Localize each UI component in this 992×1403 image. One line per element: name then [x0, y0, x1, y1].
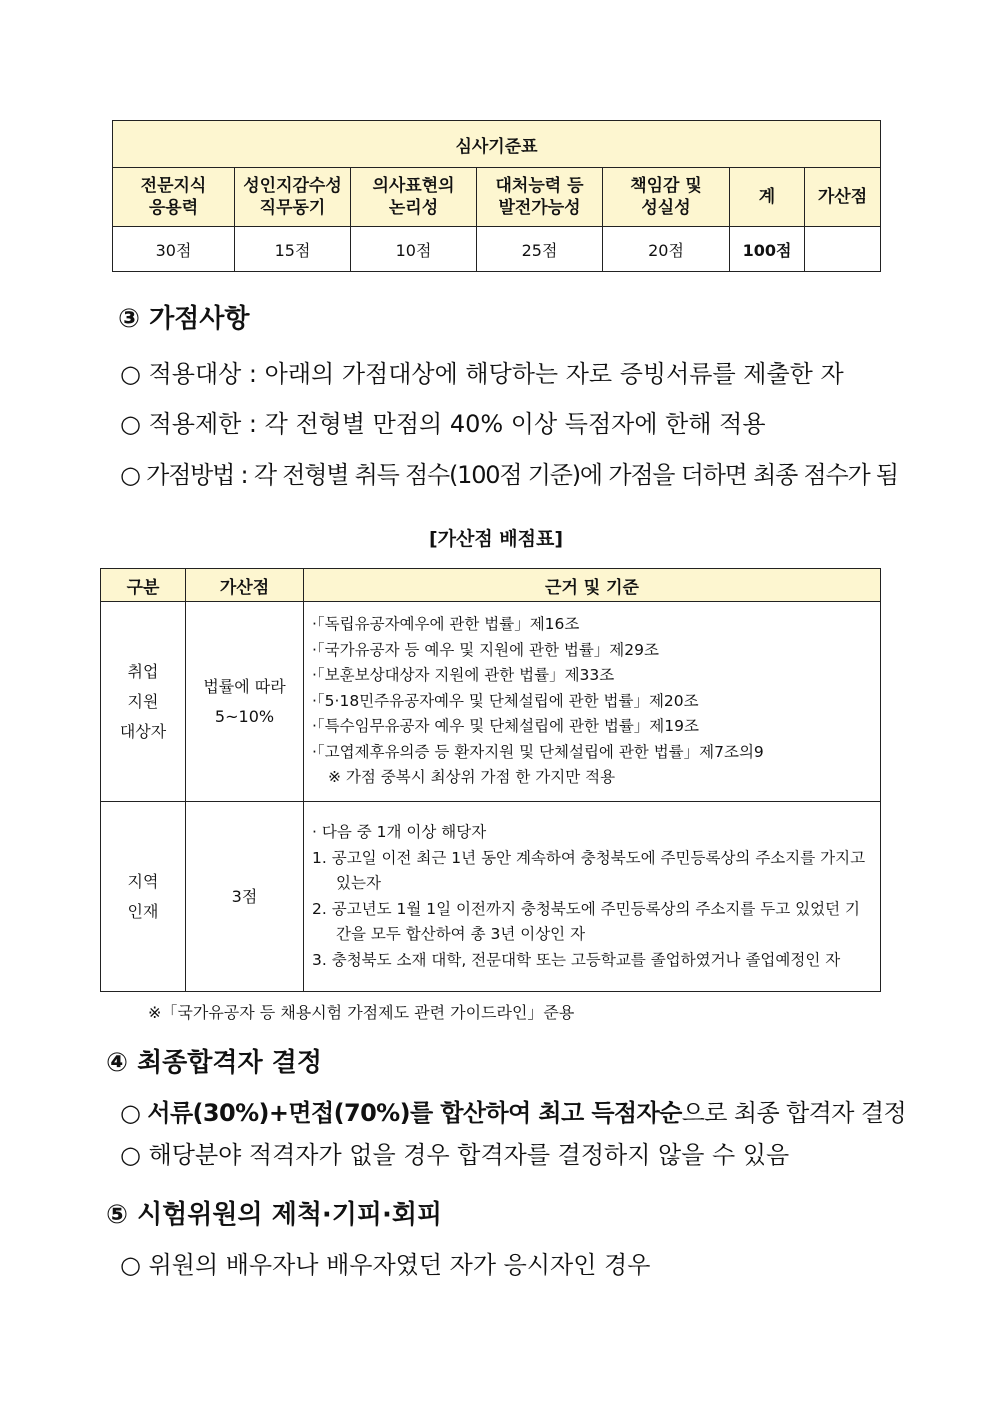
basis-law-line: ·「보훈보상대상자 지원에 관한 법률」제33조	[312, 666, 615, 685]
score-value-cell: 10점	[351, 227, 477, 272]
bonus-table-footnote: ※「국가유공자 등 채용시험 가점제도 관련 가이드라인」준용	[148, 1003, 575, 1022]
section4-line1-bold: 서류(30%)+면접(70%)를 합산하여 최고 득점자순	[147, 1099, 682, 1127]
score-header-bonus: 가산점	[805, 168, 881, 227]
bonus-row2-category: 지역 인재	[101, 802, 186, 992]
basis-law-line: ·「고엽제후유의증 등 환자지원 및 단체설립에 관한 법률」제7조의9	[312, 742, 764, 761]
section4-line1-suffix: 으로 최종 합격자 결정	[681, 1099, 907, 1127]
score-value-cell: 25점	[477, 227, 603, 272]
section3-line-target: ○ 적용대상 : 아래의 가점대상에 해당하는 자로 증빙서류를 제출한 자	[120, 360, 844, 388]
score-header-cell: 책임감 및 성실성	[603, 168, 730, 227]
section4-title: ④ 최종합격자 결정	[106, 1048, 322, 1078]
basis-law-line: ·「국가유공자 등 예우 및 지원에 관한 법률」제29조	[312, 640, 659, 659]
basis-law-line: ·「독립유공자예우에 관한 법률」제16조	[312, 615, 580, 634]
section3-line-method: ○ 가점방법 : 각 전형별 취득 점수(100점 기준)에 가점을 더하면 최종 점수가 됨	[120, 461, 898, 489]
basis-law-line: ·「특수임무유공자 예우 및 단체설립에 관한 법률」제19조	[312, 717, 699, 736]
score-header-total: 계	[730, 168, 805, 227]
section3-title: ③ 가점사항	[118, 304, 250, 334]
score-value-cell: 20점	[603, 227, 730, 272]
bonus-points-table	[100, 568, 881, 992]
section3-line-limit: ○ 적용제한 : 각 전형별 만점의 40% 이상 득점자에 한해 적용	[120, 410, 766, 438]
score-header-cell: 전문지식 응용력	[113, 168, 235, 227]
bonus-row2-basis	[304, 802, 881, 992]
bonus-header-category: 구분	[101, 569, 186, 602]
basis-numbered-item: 2. 공고년도 1월 1일 이전까지 충청북도에 주민등록상의 주소지를 두고 있었던 기간을 모두 합산하여 총 3년 이상인 자	[312, 899, 860, 943]
basis-intro: · 다음 중 1개 이상 해당자	[312, 823, 487, 841]
score-criteria-table	[112, 120, 881, 272]
basis-note: ※ 가점 중복시 최상위 가점 한 가지만 적용	[328, 768, 616, 787]
basis-numbered-item: 1. 공고일 이전 최근 1년 동안 계속하여 충청북도에 주민등록상의 주소지를 가지고 있는자	[312, 848, 866, 892]
bonus-header-points: 가산점	[186, 569, 304, 602]
bonus-row1-basis	[304, 602, 881, 802]
section4-line-none: ○ 해당분야 적격자가 없을 경우 합격자를 결정하지 않을 수 있음	[120, 1141, 790, 1169]
basis-numbered-item: 3. 충청북도 소재 대학, 전문대학 또는 고등학교를 졸업하였거나 졸업예정인 자	[312, 950, 841, 969]
score-header-cell: 대처능력 등 발전가능성	[477, 168, 603, 227]
bonus-row1-category: 취업 지원 대상자	[101, 602, 186, 802]
section5-title: ⑤ 시험위원의 제척·기피·회피	[106, 1200, 443, 1230]
bonus-header-basis: 근거 및 기준	[304, 569, 881, 602]
score-header-cell: 의사표현의 논리성	[351, 168, 477, 227]
basis-law-line: ·「5·18민주유공자예우 및 단체설립에 관한 법률」제20조	[312, 691, 699, 710]
bonus-row2-points: 3점	[186, 802, 304, 992]
bonus-table-caption: [가산점 배점표]	[428, 528, 564, 550]
score-header-cell: 성인지감수성 직무동기	[235, 168, 351, 227]
bonus-row1-points: 법률에 따라 5~10%	[186, 602, 304, 802]
score-table-title: 심사기준표	[113, 121, 881, 168]
score-value-bonus	[805, 227, 881, 272]
score-value-cell: 30점	[113, 227, 235, 272]
section4-line-decision	[120, 1093, 906, 1128]
section5-line-spouse: ○ 위원의 배우자나 배우자였던 자가 응시자인 경우	[120, 1251, 651, 1279]
section4-line1-prefix: ○	[120, 1099, 148, 1127]
score-value-total: 100점	[730, 227, 805, 272]
score-value-cell: 15점	[235, 227, 351, 272]
